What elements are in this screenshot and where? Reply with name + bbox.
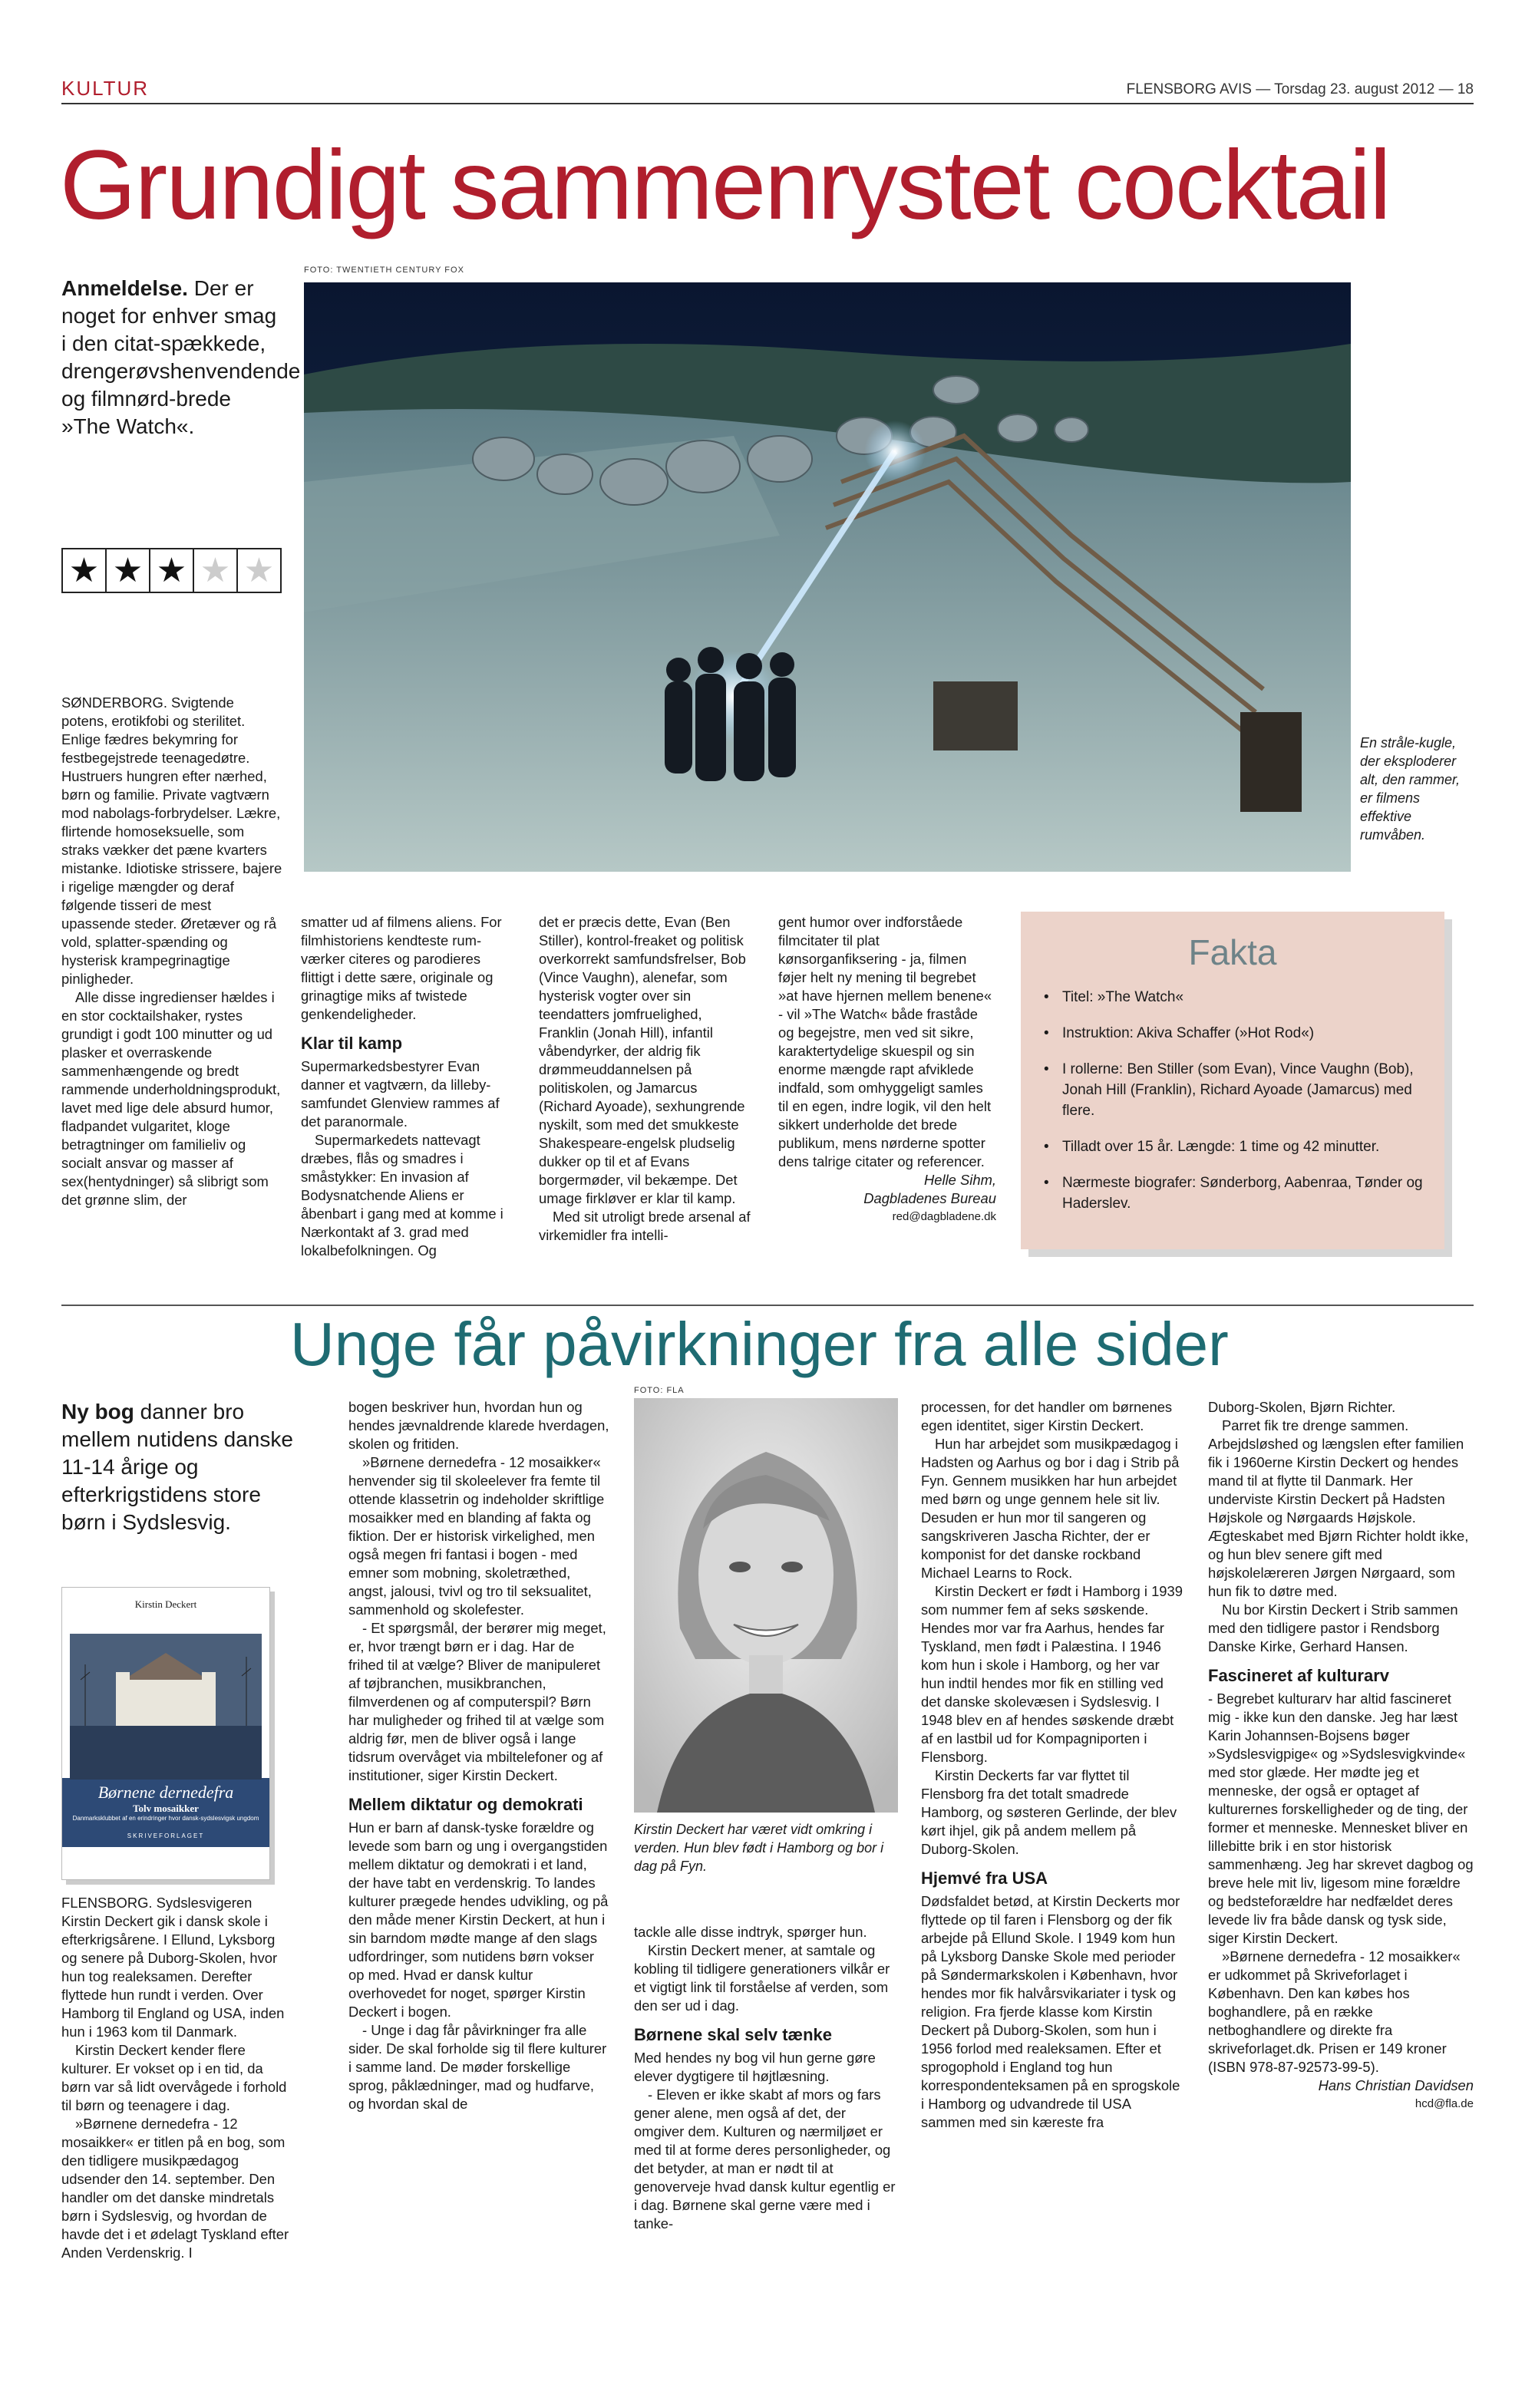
- photo-credit-article2: FOTO: FLA: [634, 1386, 685, 1395]
- fakta-item: • Tilladt over 15 år. Længde: 1 time og 42 minutter.: [1044, 1136, 1429, 1157]
- article2-col3-p1: tackle alle disse indtryk, spørger hun.: [634, 1924, 867, 1940]
- movie-still-photo: [304, 282, 1351, 872]
- fakta-item: • Nærmeste biografer: Sønderborg, Aabenraa, Tønder og Haderslev.: [1044, 1173, 1429, 1214]
- photo-credit-article1: FOTO: TWENTIETH CENTURY FOX: [304, 266, 464, 275]
- article1-author-org: Dagbladenes Bureau: [863, 1190, 996, 1206]
- subhead-fascineret: Fascineret af kulturarv: [1208, 1666, 1389, 1685]
- article1-col2-p2: Supermarkedsbestyrer Evan danner et vagtværn, da lilleby-samfundet Glenview rammes af det paranormale.: [301, 1058, 500, 1130]
- lede-article1: [61, 275, 301, 440]
- lede-bold: Anmeldelse.: [61, 276, 188, 300]
- article2-col5-p3: Nu bor Kirstin Deckert i Strib sammen med den tidligere pastor i Rendsborg Danske Kirke, Gerhard Hansen.: [1208, 1601, 1458, 1654]
- book-cover-illustration: [70, 1634, 262, 1780]
- fakta-item: • I rollerne: Ben Stiller (som Evan), Vince Vaughn (Bob), Jonah Hill (Franklin), Richard Ayoade (Jamarcus) med flere.: [1044, 1059, 1429, 1121]
- fakta-list: [1021, 987, 1444, 1214]
- article1-author-email: red@dagbladene.dk: [892, 1210, 996, 1223]
- article-divider: [61, 1305, 1474, 1306]
- lede-article2: [61, 1398, 305, 1536]
- article2-col1-p1: FLENSBORG. Sydslesvigeren Kirstin Deckert gik i dansk skole i efterkrigsårene. I Ellund, Lyksborg og senere på Duborg-Skolen, hvor hun tog realeksamen. Derefter flyttede hun rundt i verden. Over Hamborg til England og USA, inden hun i 1963 kom til Danmark.: [61, 1895, 285, 2040]
- article1-column-1: [61, 694, 282, 1209]
- article2-column-5: [1208, 1398, 1474, 2113]
- article1-col1-p2: Alle disse ingredienser hældes i en stor cocktailshaker, rystes grundigt i godt 100 minutter og ud plasker et overraskende sammenhængende og bredt rammende underholdningsprodukt, lavet med lige dele absurd humor, fladpandet vulgaritet, kloge betragtninger om familieliv og socialt ansvar og masser af sex(hentydninger) så slibrigt som det grønne slim, der: [61, 989, 281, 1208]
- fakta-title: Fakta: [1188, 932, 1277, 972]
- article2-col2-p2: »Børnene dernedefra - 12 mosaikker« henvender sig til skoleelever fra femte til ottende klassetrin og indeholder skriftlige mosaikker med en blanding af fakta og fiktion. Der er historisk virkelighed, men også megen fri fantasi i bogen - med emner som mobning, skoletræthed, angst, jalousi, tvivl og tro til seksualitet, sammenhold og skolefester.: [348, 1454, 605, 1618]
- star-filled-icon: ★: [150, 549, 194, 592]
- subhead-klar-til-kamp: Klar til kamp: [301, 1034, 403, 1053]
- article2-col2-p5: - Unge i dag får påvirkninger fra alle sider. De skal forholde sig til flere kulturer i samme land. De møder forskellige sprog, påklædninger, mad og hudfarve, og hvordan skal de: [348, 2022, 607, 2112]
- article1-author: Helle Sihm,: [923, 1172, 996, 1188]
- article2-col3-p4: - Eleven er ikke skabt af mors og fars gener alene, men også af det, der omgiver dem. Kulturen og nærmiljøet er med til at forme deres personligheder, og det betyder, at man er nødt til at genoverveje hvad dansk kultur egentlig er i dag. Børnene skal gerne være med i tanke-: [634, 2086, 896, 2232]
- book-title-band: [62, 1778, 269, 1847]
- article2-col2-p4: Hun er barn af dansk-tyske forældre og levede som barn og ung i overgangstiden mellem diktatur og demokrati i et land, der have tabt en verdenskrig. To landes kulturer prægede hendes udvikling, og på den måde mener Kirstin Deckert, at hun i sin barndom mødte mange af den slags udfordringer, som nutidens børn vokser op med. Hvad er dansk kultur overhovedet for noget, spørger Kirstin Deckert i bogen.: [348, 1819, 609, 2020]
- photo-caption-article1: En stråle-kugle, der eksploderer alt, den rammer, er filmens effektive rumvåben.: [1360, 735, 1461, 843]
- article2-col4-p2: Hun har arbejdet som musikpædagog i Hadsten og Aarhus og bor i dag i Strib på Fyn. Gennem musikken har hun arbejdet med børn og unge gennem hele sit liv. Desuden er hun mor til sangeren og sangskriveren Jascha Richter, der er komponist for det danske rockband Michael Learns to Rock.: [921, 1436, 1180, 1581]
- star-filled-icon: ★: [63, 549, 107, 592]
- fakta-item: • Titel: »The Watch«: [1044, 987, 1429, 1008]
- book-subtitle: Tolv mosaikker: [133, 1803, 199, 1814]
- subhead-boernene-skal: Børnene skal selv tænke: [634, 2025, 833, 2044]
- section-label: KULTUR: [61, 77, 150, 100]
- article2-col4-p5: Dødsfaldet betød, at Kirstin Deckerts mor flyttede op til faren i Flensborg og der fik arbejde på Ellund Skole. I 1949 kom hun på Lyksborg Danske Skole med perioder på Søndermarkskolen i København, hvor hendes mor fik halvårsvikariater i tysk og religion. Fra fjerde klasse kom Kirstin Deckert på Duborg-Skolen, som hun i 1956 forlod med realeksamen. Efter et sprogophold i England tog hun korrespondenteksamen på en sprogskole i Hamborg og udvandrede til USA sammen med sin kæreste fra: [921, 1893, 1180, 2130]
- article2-col3-p2: Kirstin Deckert mener, at samtale og kobling til tidligere generationers vilkår er et vigtigt link til forståelse af verden, som den ser ud i dag.: [634, 1942, 890, 2014]
- article1-col3-p1: det er præcis dette, Evan (Ben Stiller), kontrol-freaket og politisk overkorrekt samfundsfrelser, Bob (Vince Vaughn), alenefar, som hysterisk vogter over sin teendatters jomfruelighed, Franklin (Jonah Hill), infantil våbendyrker, der aldrig fik drømmeuddannelsen på politiskolen, og Jamarcus (Richard Ayoade), sexhungrende nyskilt, som med det smukkeste Shakespeare-engelsk pludselig dukker op til et af Evans borgermøder, vil bekæmpe. Det umage firkløver er klar til kamp.: [539, 914, 746, 1206]
- fakta-item: • Instruktion: Akiva Schaffer (»Hot Rod«): [1044, 1023, 1429, 1044]
- article2-col5-p5: »Børnene dernedefra - 12 mosaikker« er udkommet på Skriveforlaget i København. Den kan købes hos boghandlere, på en række netboghandlere og direkte fra skriveforlaget.dk. Prisen er 149 kroner (ISBN 978-87-92573-99-5).: [1208, 1948, 1461, 2075]
- masthead-rule: [61, 103, 1474, 104]
- subhead-hjemve: Hjemvé fra USA: [921, 1869, 1048, 1888]
- article2-col5-p4: - Begrebet kulturarv har altid fascineret mig - ikke kun den danske. Jeg har læst Karin Johannsen-Bojsens bøger »Sydslesvigpige« og »Sydslesvigkvinde« med stor glæde. Her mødte jeg et menneske, der også er optaget af kulturernes forskelligheder og de ting, der former et menneske. Mennesket bliver en lillebitte brik i en stor historisk sammenhæng. Jeg har skrevet dagbog og breve hele mit liv, ligesom mine forældre og bedsteforældre har nedfældet deres levede liv fra både dansk og tysk side, siger Kirstin Deckert.: [1208, 1691, 1474, 1946]
- article2-col5-p2: Parret fik tre drenge sammen. Arbejdsløshed og længslen efter familien fik i 1960erne Kirstin Deckert og hendes mand til at flytte til Danmark. Her underviste Kirstin Deckert på Hadsten Højskole og Nørgaards Højskole. Ægteskabet med Bjørn Richter holdt ikke, og hun blev senere gift med højskolelæreren Jørgen Nørgaard, som hun fik to døtre med.: [1208, 1417, 1469, 1599]
- subhead-mellem-diktatur: Mellem diktatur og demokrati: [348, 1795, 583, 1814]
- book-cover: [61, 1587, 270, 1880]
- lede2-bold: Ny bog: [61, 1400, 134, 1423]
- article2-column-2: [348, 1398, 611, 2113]
- movie-still-illustration: [304, 282, 1351, 872]
- article1-column-4: [778, 913, 996, 1226]
- article1-col3-p2: Med sit utroligt brede arsenal af virkemidler fra intelli-: [539, 1209, 751, 1243]
- headline-article2: Unge får påvirkninger fra alle sider: [290, 1310, 1229, 1378]
- article1-col2-p1: smatter ud af filmens aliens. For filmhistoriens kendteste rum-værker citeres og parodieres flittigt i dette sære, originale og grinagtige miks af twistede genkendeligheder.: [301, 914, 502, 1022]
- article1-col4-p1: gent humor over indforståede filmcitater til plat kønsorganfiksering - ja, filmen føjer helt ny mening til begrebet »at have hjernen mellem benene« - vil »The Watch« både fraståde og begejstre, men ved sit sikre, karaktertydelige skuespil og sin enorme mængde rapt afviklede indfald, som omhyggeligt samles til en egen, indre logik, vil den helt sikkert underholde det brede publikum, mens nørderne spotter dens talrige citater og referencer.: [778, 914, 992, 1169]
- article2-author-email: hcd@fla.de: [1415, 2097, 1474, 2110]
- article2-col3-p3: Med hendes ny bog vil hun gerne gøre elever dygtigere til højtlæsning.: [634, 2050, 876, 2084]
- publication-info: FLENSBORG AVIS — Torsdag 23. august 2012 — 18: [1126, 81, 1474, 97]
- star-empty-icon: ★: [243, 552, 275, 589]
- article1-column-3: [539, 913, 752, 1245]
- article2-col2-p3: - Et spørgsmål, der berører mig meget, er, hvor trængt børn er i dag. Har de frihed til at vælge? Bliver de manipuleret af tøjbranchen, musikbranchen, filmverdenen og af computerspil? Børn har muligheder og frihed til at vælge som aldrig før, men de bliver også i lange tidsrum overvåget via mbiltelefoner og af institutioner, siger Kirstin Deckert.: [348, 1620, 606, 1783]
- article2-col2-p1: bogen beskriver hun, hvordan hun og hendes jævnaldrende klarede hverdagen, skolen og fritiden.: [348, 1399, 609, 1452]
- rating-stars: [61, 548, 282, 593]
- star-filled-icon: ★: [107, 549, 150, 592]
- article2-column-4: [921, 1398, 1187, 2132]
- lede-text: Der er noget for enhver smag i den citat-spækkede, drengerøvshenvendende og filmnørd-brede »The Watch«.: [61, 276, 301, 438]
- book-tagline: Danmarksklubbet af en erindringer hvor dansk-sydslesvigsk ungdom: [72, 1815, 259, 1822]
- headline-article1: Grundigt sammenrystet cocktail: [60, 130, 1390, 240]
- article2-col4-p4: Kirstin Deckerts far var flyttet til Flensborg fra det totalt smadrede Hamborg, og søsteren Gerlinde, der blev kørt ihjel, gik på andem mellem på Duborg-Skolen.: [921, 1767, 1177, 1857]
- article1-col2-p3: Supermarkedets nattevagt dræbes, flås og smadres i småstykker: En invasion af Bodysnatchende Aliens er åbenbart i gang med at komme i Nærkontakt af 3. grad med lokalbefolkningen. Og: [301, 1132, 503, 1258]
- article2-col1-p2: Kirstin Deckert kender flere kulturer. Er vokset op i en tid, da børn var så lidt overvågede i forhold til børn og teenagere i dag.: [61, 2042, 287, 2113]
- article2-col1-p3: »Børnene dernedefra - 12 mosaikker« er titlen på en bog, som den tidligere musikpædagog udsender den 14. september. Den handler om det danske mindretals børn i Sydslesvig, og hvordan de havde det i et ødelagt Tyskland efter Anden Verdenskrig. I: [61, 2116, 289, 2261]
- article2-col4-p1: processen, for det handler om børnenes egen identitet, siger Kirstin Deckert.: [921, 1399, 1173, 1433]
- star-empty-icon: ★: [194, 549, 238, 592]
- article2-col4-p3: Kirstin Deckert er født i Hamborg i 1939 som nummer fem af seks søskende. Hendes mor var fra Aarhus, hendes far Tyskland, men født i Palæstina. I 1946 kom hun i skole i Hamborg, og her var hun indtil hendes mor fik en stilling ved det danske skolevæsen i Sydslesvig. I 1948 blev en af hendes søskende dræbt af en lastbil ud for Kompagniporten i Flensborg.: [921, 1583, 1183, 1765]
- lede2-text: danner bro mellem nutidens danske 11-14 årige og efterkrigstidens store børn i Sydslesvig.: [61, 1400, 293, 1534]
- fakta-box: [1021, 912, 1444, 1249]
- book-publisher: SKRIVEFORLAGET: [127, 1832, 205, 1839]
- book-author: Kirstin Deckert: [134, 1598, 197, 1610]
- article2-col5-p1: Duborg-Skolen, Bjørn Richter.: [1208, 1399, 1396, 1415]
- article2-author: Hans Christian Davidsen: [1318, 2077, 1474, 2093]
- portrait-photo: [634, 1398, 898, 1813]
- book-title: Børnene dernedefra: [97, 1783, 234, 1802]
- portrait-illustration: [634, 1398, 898, 1813]
- article1-column-2: [301, 913, 508, 1260]
- photo-caption-article2: Kirstin Deckert har været vidt omkring i verden. Hun blev født i Hamborg og bor i dag på Fyn.: [634, 1822, 884, 1874]
- article2-column-1: [61, 1894, 292, 2262]
- article1-col1-p1: SØNDERBORG. Svigtende potens, erotikfobi og sterilitet. Enlige fædres bekymring for festbegejstrede teenagedøtre. Hustruers hungren efter nærhed, børn og familie. Private vagtværn mod nabolags-forbrydelser. Lækre, flirtende homoseksuelle, som straks vækker det pæne kvarters mistanke. Idiotiske strissere, bajere i rigelige mængder og deraf følgende tisseri de mest upassende steder. Øretæver og rå vold, splatter-spænding og hysterisk krampegrinagtige pinligheder.: [61, 694, 282, 987]
- article2-column-3: [634, 1923, 896, 2233]
